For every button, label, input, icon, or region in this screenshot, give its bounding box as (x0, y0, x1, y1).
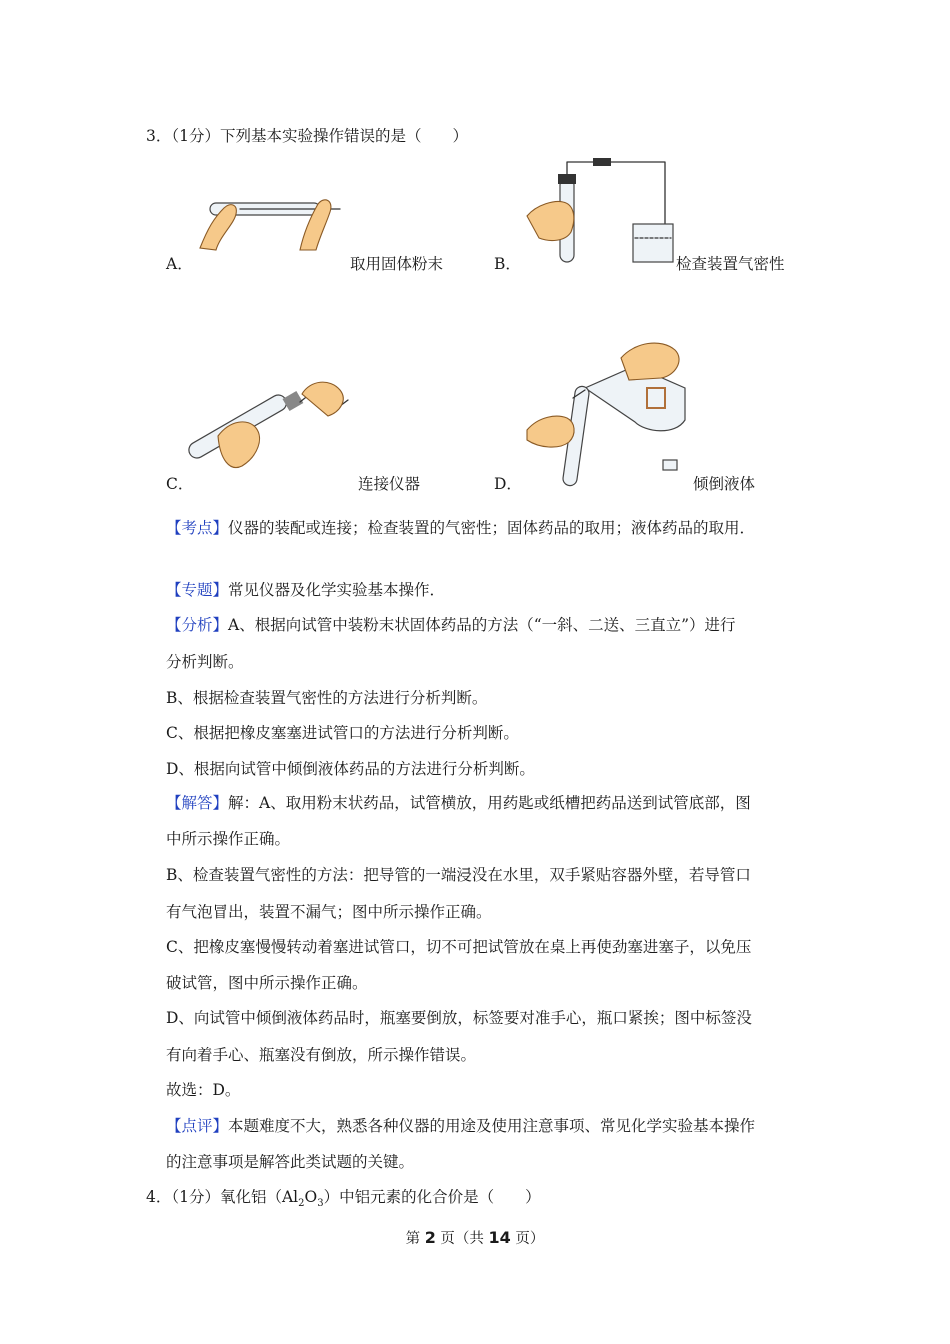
jieda-text-line: D、向试管中倾倒液体药品时，瓶塞要倒放，标签要对准手心，瓶口紧挨；图中标签没 (166, 1009, 752, 1027)
fenxi-text-line: D、根据向试管中倾倒液体药品的方法进行分析判断。 (166, 760, 535, 778)
jieda-text: 解：A、取用粉末状药品，试管横放，用药匙或纸槽把药品送到试管底部，图 (228, 794, 751, 812)
fenxi-tag: 【分析】 (166, 616, 229, 634)
jieda-text-line: 有向着手心、瓶塞没有倒放，所示操作错误。 (166, 1046, 477, 1064)
jieda-text-line: 破试管，图中所示操作正确。 (166, 974, 368, 992)
option-a-illustration (200, 188, 350, 258)
footer-post: 页） (510, 1231, 545, 1247)
kaodian-line (166, 516, 755, 538)
jieda-text-line: B、检查装置气密性的方法：把导管的一端浸没在水里，双手紧贴容器外壁，若导管口 (166, 866, 751, 884)
kaodian-tag: 【考点】 (166, 519, 229, 537)
fenxi-text-line: C、根据把橡皮塞塞进试管口的方法进行分析判断。 (166, 724, 519, 742)
q4-subscript-2: 3 (317, 1198, 324, 1210)
option-b-letter: B． (494, 255, 521, 273)
kaodian-text: 仪器的装配或连接；检查装置的气密性；固体药品的取用；液体药品的取用． (228, 519, 756, 537)
option-a-letter: A． (166, 255, 193, 273)
zhuanti-line (166, 578, 445, 600)
fenxi-text-line: B、根据检查装置气密性的方法进行分析判断。 (166, 689, 488, 707)
footer-pre: 第 (405, 1231, 425, 1247)
q4-prefix: 4．（1分）氧化铝（Al (146, 1188, 299, 1206)
footer-page-number: 2 (424, 1228, 436, 1247)
option-c-letter: C． (166, 475, 194, 493)
q4-subscript-1: 2 (298, 1198, 305, 1210)
footer-mid: 页（共 (435, 1231, 489, 1247)
option-b-illustration (525, 158, 675, 268)
q4-suffix: ）中铝元素的化合价是（ ） (323, 1188, 541, 1206)
page-footer (0, 1227, 950, 1248)
option-d-illustration (525, 336, 695, 486)
question-3-stem: 3．（1分）下列基本实验操作错误的是（ ） (146, 127, 468, 145)
question-4-stem (146, 1185, 541, 1209)
jieda-text-line: 有气泡冒出，装置不漏气；图中所示操作正确。 (166, 903, 492, 921)
jieda-text-line: C、把橡皮塞慢慢转动着塞进试管口，切不可把试管放在桌上再使劲塞进塞子，以免压 (166, 938, 752, 956)
q4-mid: O (304, 1188, 318, 1206)
jieda-tag: 【解答】 (166, 794, 229, 812)
option-d-caption: 倾倒液体 (693, 475, 756, 493)
zhuanti-text: 常见仪器及化学实验基本操作． (228, 581, 446, 599)
fenxi-text-line: 分析判断。 (166, 653, 244, 671)
zhuanti-tag: 【专题】 (166, 581, 229, 599)
option-d-letter: D． (494, 475, 522, 493)
option-c-caption: 连接仪器 (358, 475, 421, 493)
footer-total-pages: 14 (488, 1228, 511, 1247)
option-b-caption: 检查装置气密性 (676, 255, 785, 273)
jieda-answer-line: 故选：D。 (166, 1081, 241, 1099)
dianping-line (166, 1114, 755, 1136)
dianping-tag: 【点评】 (166, 1117, 229, 1135)
jieda-line (166, 791, 751, 813)
option-a-caption: 取用固体粉末 (350, 255, 444, 273)
fenxi-line (166, 613, 736, 635)
dianping-text: 本题难度不大，熟悉各种仪器的用途及使用注意事项、常见化学实验基本操作 (228, 1117, 756, 1135)
fenxi-text: A、根据向试管中装粉末状固体药品的方法（“一斜、二送、三直立”）进行 (228, 616, 736, 634)
jieda-text-line: 中所示操作正确。 (166, 830, 291, 848)
option-c-illustration (190, 376, 360, 486)
dianping-text-line: 的注意事项是解答此类试题的关键。 (166, 1153, 415, 1171)
